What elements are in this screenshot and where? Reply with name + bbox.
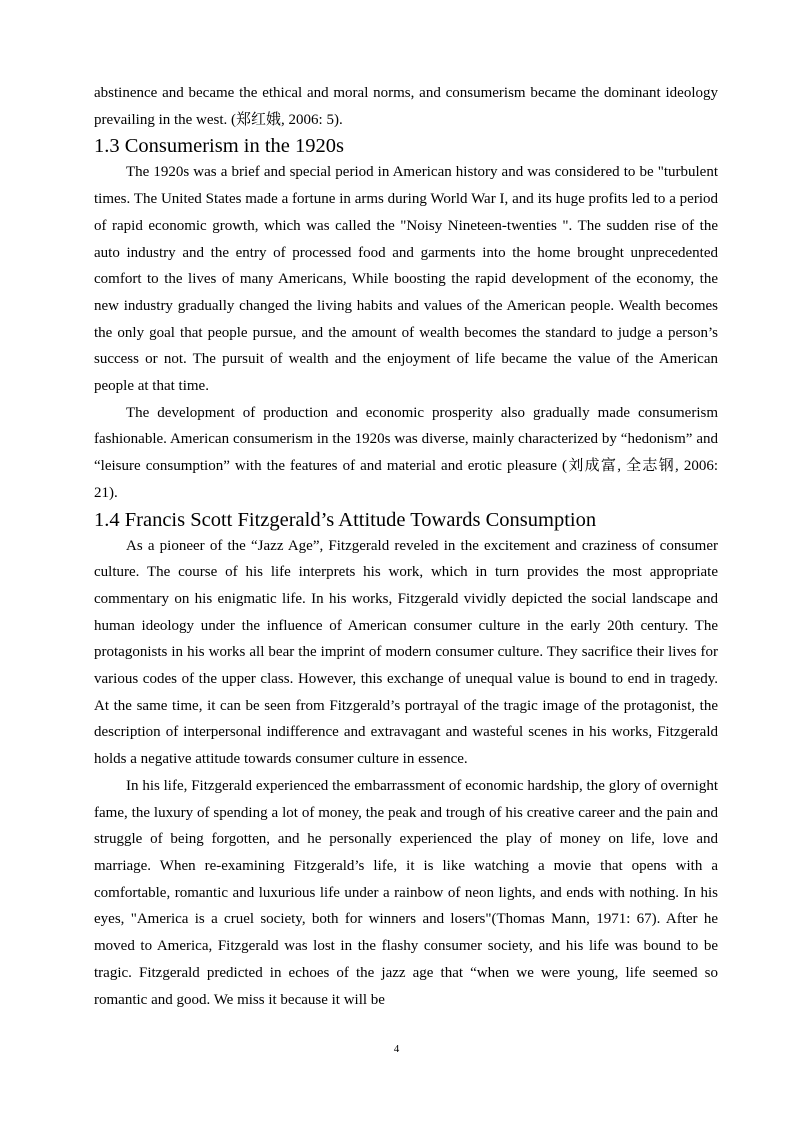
paragraph-1920s-consumerism: The development of production and economic prosperity also gradually made consumerism fashionable. American consumerism in the 1920s was diverse, mainly characterized by “hedonism” and “leisure consumption” with the features of and material and erotic pleasure (刘成富, 全志钢, 2006: 21). <box>94 404 718 501</box>
paragraph-1920s-history: The 1920s was a brief and special period in American history and was considered to be "turbulent times. The United States made a fortune in arms during World War I, and its huge profits led to a period of rapid economic growth, which was called the "Noisy Nineteen-twenties ". The sudden rise of the auto industry and the entry of processed food and garments into the home brought unprecedented comfort to the lives of many Americans, While boosting the rapid development of the economy, the new industry gradually changed the living habits and values of the American people. Wealth becomes the only goal that people pursue, and the amount of wealth becomes the standard to judge a person’s success or not. The pursuit of wealth and the enjoyment of life became the value of the American people at that time. <box>94 164 718 395</box>
heading-consumerism-1920s: 1.3 Consumerism in the 1920s <box>94 135 344 158</box>
page-number: 4 <box>393 1043 400 1055</box>
document-page <box>94 80 718 1013</box>
paragraph-intro: abstinence and became the ethical and moral norms, and consumerism became the dominant ideology prevailing in the west. (郑红娥, 2006: 5). <box>94 85 718 128</box>
heading-fitzgerald-attitude: 1.4 Francis Scott Fitzgerald’s Attitude Towards Consumption <box>94 508 597 531</box>
paragraph-fitzgerald-pioneer: As a pioneer of the “Jazz Age”, Fitzgerald reveled in the excitement and craziness of consumer culture. The course of his life interprets his work, which in turn provides the most appropriate commentary on his enigmatic life. In his works, Fitzgerald vividly depicted the social landscape and human ideology under the influence of American consumer culture in the early 20th century. The protagonists in his works all bear the imprint of modern consumer culture. They sacrifice their lives for various codes of the upper class. However, this exchange of unequal value is bound to end in tragedy. At the same time, it can be seen from Fitzgerald’s portrayal of the tragic image of the protagonist, the description of interpersonal indifference and extravagant and wasteful scenes in his works, Fitzgerald holds a negative attitude towards consumer culture in essence. <box>94 537 718 768</box>
paragraph-fitzgerald-life: In his life, Fitzgerald experienced the embarrassment of economic hardship, the glory of overnight fame, the luxury of spending a lot of money, the peak and trough of his creative career and the pain and struggle of being forgotten, and he personally experienced the play of money on life, love and marriage. When re-examining Fitzgerald’s life, it is like watching a movie that opens with a comfortable, romantic and luxurious life under a rainbow of neon lights, and ends with nothing. In his eyes, "America is a cruel society, both for winners and losers"(Thomas Mann, 1971: 67). After he moved to America, Fitzgerald was lost in the flashy consumer society, and his life was bound to be tragic. Fitzgerald predicted in echoes of the jazz age that “when we were young, life seemed so romantic and good. We miss it because it will be <box>94 777 718 1008</box>
